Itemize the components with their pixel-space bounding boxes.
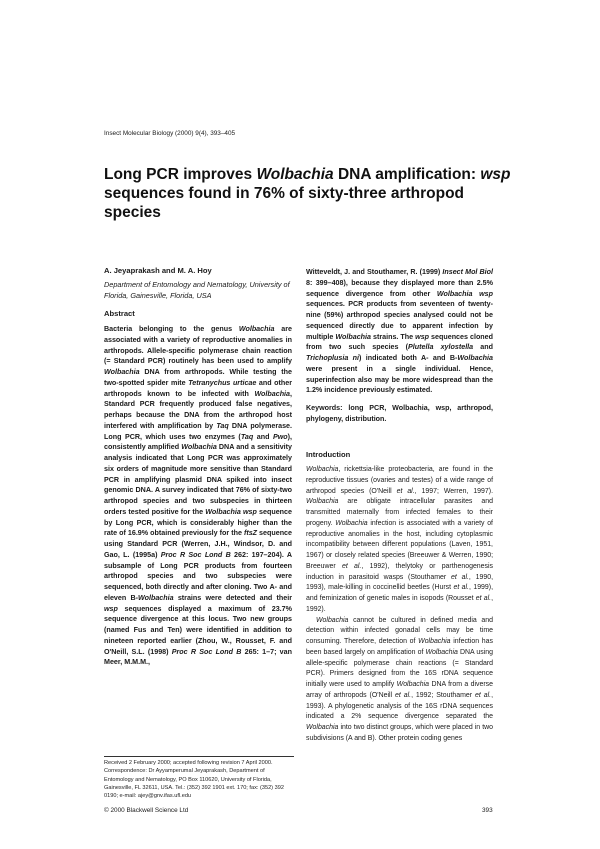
introduction-body: [306, 465, 493, 745]
abstract-body: Bacteria belonging to the genus Wolbachia are associated with a variety of reproductive anomalies in arthropods. Allele-specific polymerase chain reaction (= Standard PCR) routinely has been used to amplify Wolbachia DNA from arthropods. While testing the two-spotted spider mite Tetranychus urticae and other arthropods known to be infected with Wolbachia, Standard PCR frequently produced false negatives, perhaps because the DNA from the arthropod host interfered with amplification by Taq DNA polymerase. Long PCR, which uses two enzymes (Taq and Pwo), consistently amplified Wolbachia DNA and a sensitivity analysis indicated that Long PCR was approximately six orders of magnitude more sensitive than Standard PCR in amplifying plasmid DNA spiked into insect genomic DNA. A survey indicated that 76% of sixty-two arthropod species and two subspecies in thirteen orders tested positive for the Wolbachia wsp sequence by Long PCR, which is considerably higher than the rate of 16.9% obtained previously for the ftsZ sequence using Standard PCR (Werren, J.H., Windsor, D. and Gao, L. (1995a) Proc R Soc Lond B 262: 197–204). A subsample of Long PCR products from fourteen arthropod species and two subspecies were sequenced, both directly and after cloning. Two A- and eleven B-Wolbachia strains were detected and their wsp sequences displayed a maximum of 23.7% sequence divergence at this locus. Two new groups (named Fus and Ten) were identified in addition to nineteen reported earlier (Zhou, W., Rousset, F. and O'Neill, S.L. (1998) Proc R Soc Lond B 265: 1–7; van Meer, M.M.M.,: [104, 325, 293, 667]
keywords-text: long PCR, Wolbachia, wsp, arthropod, phylogeny, distribution.: [306, 404, 493, 423]
keywords: [306, 403, 493, 425]
title-part-1: Long PCR improves: [104, 166, 257, 183]
abstract-body-continued: Witteveldt, J. and Stouthamer, R. (1999) Insect Mol Biol 8: 399–408), because they displayed more than 2.5% sequence divergence from other Wolbachia wsp sequences. PCR products from seventeen of twenty-nine (59%) arthropod species analysed could not be sequenced directly due to apparent infection by multiple Wolbachia strains. The wsp sequences cloned from two such species (Plutella xylostella and Trichoplusia ni) indicated both A- and B-Wolbachia were present in a single individual. Hence, superinfection also may be more widespread than the 1.2% incidence previously estimated.: [306, 268, 494, 395]
title-italic-1: Wolbachia: [256, 166, 334, 183]
article-title: [104, 165, 524, 222]
introduction-heading: Introduction: [306, 450, 351, 459]
title-part-2: DNA amplification:: [333, 166, 481, 183]
abstract-heading: Abstract: [104, 309, 135, 318]
footnote-rule: [104, 756, 294, 757]
journal-citation: Insect Molecular Biology (2000) 9(4), 393–405: [104, 130, 236, 137]
keywords-label: Keywords:: [306, 404, 343, 412]
intro-paragraph-2: Wolbachia cannot be cultured in defined media and detection within infected gonadal cells may be time consuming. Therefore, detection of Wolbachia infection has been based largely on amplification of Wolbachia DNA using allele-specific polymerase chain reactions (= Standard PCR). Primers designed from the 16S rDNA sequence initially were used to amplify Wolbachia DNA from a diverse array of arthropods (O'Neill et al., 1992; Stouthamer et al., 1993). A phylogenetic analysis of the 16S rDNA sequences indicated a 2% sequence divergence separated the Wolbachia into two distinct groups, which were placed in two subdivisions (A and B). Other protein coding genes: [306, 616, 493, 742]
copyright-footer: © 2000 Blackwell Science Ltd: [104, 807, 189, 814]
intro-paragraph-1: Wolbachia, rickettsia-like proteobacteria, are found in the reproductive tissues (ovaries and testes) of a wide range of arthropod species (O'Neill et al., 1997; Werren, 1997). Wolbachia are obligate intracellular parasites and transmitted maternally from infected females to their progeny. Wolbachia infection is associated with a variety of reproductive anomalies in the host, including cytoplasmic incompatibility between different populations (Laven, 1951, 1967) or closely related species (Breeuwer & Werren, 1990; Breeuwer et al., 1992), thelytoky or parthenogenesis induction in parasitoid wasps (Stouthamer et al., 1990, 1993), male-killing in coccinellid beetles (Hurst et al., 1999), and feminization of genetic males in isopods (Rousset et al., 1992).: [306, 466, 494, 613]
received-footnote: Received 2 February 2000; accepted following revision 7 April 2000. Correspondence: Dr Ayyamperumal Jeyaprakash, Department of Entomology and Nematology, PO Box 110620, University of Florida, Gainesville, FL 32611, USA. Tel.: (352) 392 1901 ext. 170; fax: (352) 392 0190; e-mail: ajey@gnv.ifas.ufl.edu: [104, 760, 284, 800]
title-italic-2: wsp: [480, 166, 511, 183]
authors: A. Jeyaprakash and M. A. Hoy: [104, 266, 212, 275]
title-part-3: sequences found in 76% of sixty-three arthropod species: [104, 185, 465, 221]
page-number: 393: [482, 807, 493, 814]
affiliation: Department of Entomology and Nematology, University of Florida, Gainesville, Florida, USA: [104, 280, 290, 300]
